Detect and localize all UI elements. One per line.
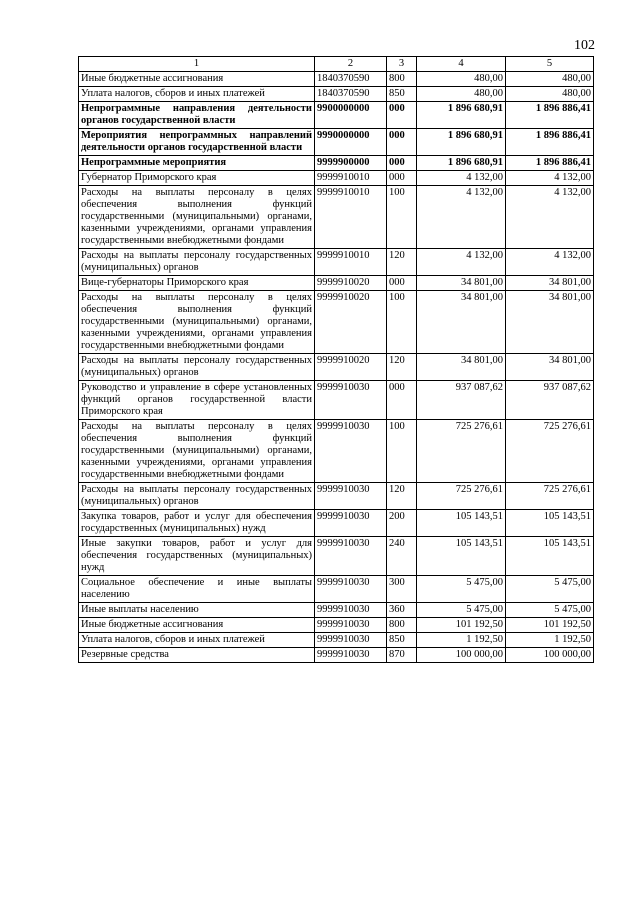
row-value-1: 4 132,00: [417, 186, 506, 249]
row-code: 9999910030: [315, 381, 387, 420]
row-value-2: 725 276,61: [506, 483, 594, 510]
row-value-1: 725 276,61: [417, 420, 506, 483]
row-value-2: 105 143,51: [506, 537, 594, 576]
row-name: Закупка товаров, работ и услуг для обеспечения государственных (муниципальных) нужд: [79, 510, 315, 537]
table-row: [79, 618, 594, 633]
row-code: 9999910030: [315, 603, 387, 618]
row-value-2: 4 132,00: [506, 249, 594, 276]
table-row: [79, 87, 594, 102]
row-code: 9999910030: [315, 633, 387, 648]
row-type: 120: [387, 483, 417, 510]
table-header-row: [79, 57, 594, 72]
row-type: 870: [387, 648, 417, 663]
table-row: [79, 102, 594, 129]
row-type: 850: [387, 87, 417, 102]
row-name: Мероприятия непрограммных направлений деятельности органов государственной власти: [79, 129, 315, 156]
row-value-2: 4 132,00: [506, 171, 594, 186]
row-code: 9999910030: [315, 648, 387, 663]
row-name: Социальное обеспечение и иные выплаты населению: [79, 576, 315, 603]
row-code: 9999910010: [315, 171, 387, 186]
row-code: 9999910020: [315, 276, 387, 291]
table-body: [79, 72, 594, 663]
row-code: 9999910030: [315, 420, 387, 483]
row-code: 9999900000: [315, 156, 387, 171]
table-row: [79, 381, 594, 420]
row-value-2: 937 087,62: [506, 381, 594, 420]
row-value-2: 480,00: [506, 87, 594, 102]
row-name: Уплата налогов, сборов и иных платежей: [79, 87, 315, 102]
row-value-1: 4 132,00: [417, 249, 506, 276]
row-type: 000: [387, 129, 417, 156]
row-value-1: 480,00: [417, 72, 506, 87]
table-row: [79, 186, 594, 249]
row-name: Уплата налогов, сборов и иных платежей: [79, 633, 315, 648]
row-name: Иные бюджетные ассигнования: [79, 618, 315, 633]
row-value-1: 105 143,51: [417, 510, 506, 537]
row-name: Непрограммные мероприятия: [79, 156, 315, 171]
row-name: Губернатор Приморского края: [79, 171, 315, 186]
row-type: 000: [387, 102, 417, 129]
row-type: 800: [387, 72, 417, 87]
table-row: [79, 603, 594, 618]
row-value-2: 480,00: [506, 72, 594, 87]
row-value-2: 4 132,00: [506, 186, 594, 249]
row-name: Расходы на выплаты персоналу государственных (муниципальных) органов: [79, 354, 315, 381]
table-row: [79, 291, 594, 354]
row-code: 9999910010: [315, 249, 387, 276]
row-name: Резервные средства: [79, 648, 315, 663]
row-value-2: 34 801,00: [506, 354, 594, 381]
row-value-2: 34 801,00: [506, 291, 594, 354]
table-row: [79, 354, 594, 381]
table-row: [79, 72, 594, 87]
budget-table: [78, 56, 594, 663]
header-col-4: 4: [417, 57, 506, 72]
row-value-2: 1 896 886,41: [506, 129, 594, 156]
row-type: 120: [387, 354, 417, 381]
row-value-2: 1 192,50: [506, 633, 594, 648]
row-value-1: 100 000,00: [417, 648, 506, 663]
row-value-2: 1 896 886,41: [506, 102, 594, 129]
header-col-5: 5: [506, 57, 594, 72]
row-type: 100: [387, 186, 417, 249]
row-type: 000: [387, 381, 417, 420]
table-row: [79, 576, 594, 603]
row-name: Иные закупки товаров, работ и услуг для обеспечения государственных (муниципальных) нужд: [79, 537, 315, 576]
row-value-2: 5 475,00: [506, 576, 594, 603]
row-value-1: 1 896 680,91: [417, 156, 506, 171]
page-number: 102: [574, 38, 595, 53]
row-value-1: 1 192,50: [417, 633, 506, 648]
table-row: [79, 510, 594, 537]
row-type: 000: [387, 276, 417, 291]
table-row: [79, 633, 594, 648]
row-value-1: 937 087,62: [417, 381, 506, 420]
row-code: 9990000000: [315, 129, 387, 156]
row-type: 240: [387, 537, 417, 576]
row-name: Вице-губернаторы Приморского края: [79, 276, 315, 291]
row-value-1: 105 143,51: [417, 537, 506, 576]
row-code: 9999910030: [315, 510, 387, 537]
table-row: [79, 171, 594, 186]
header-col-2: 2: [315, 57, 387, 72]
table-row: [79, 420, 594, 483]
table-row: [79, 249, 594, 276]
row-type: 100: [387, 420, 417, 483]
row-value-1: 101 192,50: [417, 618, 506, 633]
row-value-1: 5 475,00: [417, 603, 506, 618]
table-row: [79, 156, 594, 171]
row-name: Расходы на выплаты персоналу государственных (муниципальных) органов: [79, 249, 315, 276]
row-code: 9900000000: [315, 102, 387, 129]
table-row: [79, 648, 594, 663]
row-value-1: 725 276,61: [417, 483, 506, 510]
row-type: 360: [387, 603, 417, 618]
row-type: 100: [387, 291, 417, 354]
row-type: 850: [387, 633, 417, 648]
row-type: 300: [387, 576, 417, 603]
row-value-2: 105 143,51: [506, 510, 594, 537]
row-type: 800: [387, 618, 417, 633]
row-type: 120: [387, 249, 417, 276]
row-code: 9999910030: [315, 576, 387, 603]
row-value-2: 5 475,00: [506, 603, 594, 618]
row-name: Расходы на выплаты персоналу в целях обеспечения выполнения функций государственными (муниципальными) органами, казенными учреждениями, органами управления государственными внебюджетными фондами: [79, 291, 315, 354]
row-value-2: 34 801,00: [506, 276, 594, 291]
row-value-2: 725 276,61: [506, 420, 594, 483]
table-row: [79, 129, 594, 156]
row-code: 9999910010: [315, 186, 387, 249]
header-col-1: 1: [79, 57, 315, 72]
row-value-2: 100 000,00: [506, 648, 594, 663]
row-name: Расходы на выплаты персоналу государственных (муниципальных) органов: [79, 483, 315, 510]
row-code: 9999910030: [315, 618, 387, 633]
row-value-1: 4 132,00: [417, 171, 506, 186]
row-code: 9999910020: [315, 354, 387, 381]
table-row: [79, 483, 594, 510]
row-code: 1840370590: [315, 87, 387, 102]
row-name: Непрограммные направления деятельности органов государственной власти: [79, 102, 315, 129]
row-code: 9999910030: [315, 483, 387, 510]
row-value-2: 101 192,50: [506, 618, 594, 633]
row-code: 9999910020: [315, 291, 387, 354]
row-type: 200: [387, 510, 417, 537]
header-col-3: 3: [387, 57, 417, 72]
row-value-1: 34 801,00: [417, 354, 506, 381]
row-code: 1840370590: [315, 72, 387, 87]
table-row: [79, 537, 594, 576]
row-name: Расходы на выплаты персоналу в целях обеспечения выполнения функций государственными (муниципальными) органами, казенными учреждениями, органами управления государственными внебюджетными фондами: [79, 420, 315, 483]
row-code: 9999910030: [315, 537, 387, 576]
row-value-1: 480,00: [417, 87, 506, 102]
row-name: Руководство и управление в сфере установленных функций органов государственной власти Приморского края: [79, 381, 315, 420]
row-value-1: 34 801,00: [417, 276, 506, 291]
row-name: Расходы на выплаты персоналу в целях обеспечения выполнения функций государственными (муниципальными) органами, казенными учреждениями, органами управления государственными внебюджетными фондами: [79, 186, 315, 249]
row-value-1: 5 475,00: [417, 576, 506, 603]
row-value-1: 1 896 680,91: [417, 129, 506, 156]
row-value-2: 1 896 886,41: [506, 156, 594, 171]
row-name: Иные выплаты населению: [79, 603, 315, 618]
row-value-1: 1 896 680,91: [417, 102, 506, 129]
row-value-1: 34 801,00: [417, 291, 506, 354]
table-row: [79, 276, 594, 291]
row-type: 000: [387, 171, 417, 186]
row-type: 000: [387, 156, 417, 171]
row-name: Иные бюджетные ассигнования: [79, 72, 315, 87]
